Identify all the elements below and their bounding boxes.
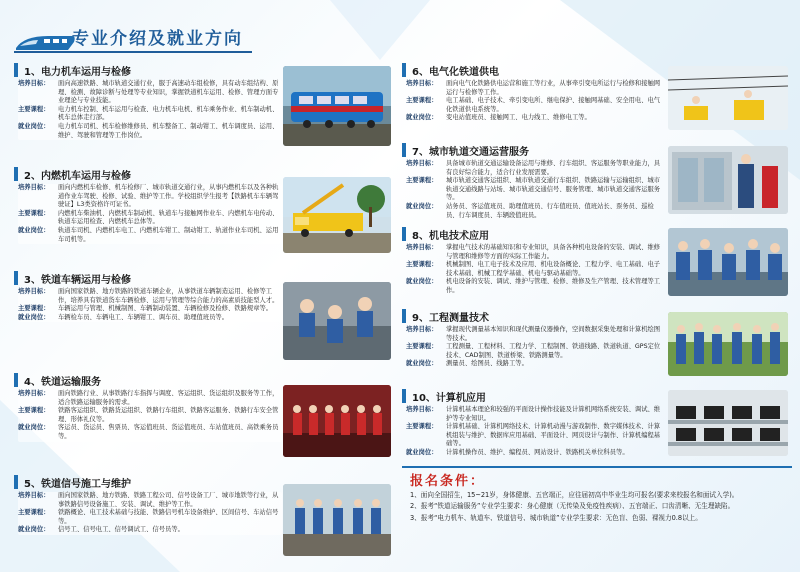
row-label: 培养目标： bbox=[406, 406, 438, 413]
train-goal-row bbox=[18, 288, 282, 305]
section-heading bbox=[14, 62, 131, 78]
row-value: 计算机基本理论和较强的平面设计操作技能及计算机网络系统安装、调试、维护等专业知识。 bbox=[446, 406, 661, 422]
row-label: 培养目标： bbox=[406, 160, 438, 167]
requirements-title: 报名条件： bbox=[410, 474, 486, 489]
train-goal-row bbox=[18, 492, 282, 509]
row-label: 主要课程： bbox=[18, 407, 50, 415]
job-row bbox=[18, 227, 282, 244]
job-row bbox=[406, 114, 664, 123]
row-label: 就业岗位： bbox=[18, 122, 50, 130]
row-label: 就业岗位： bbox=[18, 226, 50, 234]
row-label: 就业岗位： bbox=[406, 202, 438, 210]
train-goal-row bbox=[406, 160, 664, 177]
metro-train-photo bbox=[668, 146, 788, 214]
row-value: 工程测量、工程材料、工程力学、工程制图、铁道线路、铁道轨道、GPS定位技术、CAD制图、铁道桥梁、铁路测量等。 bbox=[446, 343, 661, 359]
row-label: 培养目标： bbox=[18, 492, 50, 499]
electromechanical-lab-photo bbox=[668, 228, 788, 296]
row-label: 主要课程： bbox=[406, 423, 438, 431]
section-title: 5、铁道信号施工与维护 bbox=[24, 478, 131, 490]
course-row bbox=[18, 407, 282, 424]
row-label: 就业岗位： bbox=[18, 424, 50, 432]
row-value: 电力机车司机、机车检修维修员、机车整备工、制动钳工、机车调度员、运用、维护、驾驶和管理等工作岗位。 bbox=[58, 122, 279, 139]
section-heading bbox=[402, 62, 499, 78]
rail-crane-vehicle-photo bbox=[283, 177, 391, 253]
row-label: 就业岗位： bbox=[406, 360, 438, 368]
train-goal-row bbox=[18, 390, 282, 407]
row-value: 车辆检车员、车辆电工、车辆钳工、调车员、助理值班员等。 bbox=[58, 313, 229, 321]
row-label: 培养目标： bbox=[18, 288, 50, 295]
requirement-item: 3、报考“电力机车、轨道车、铁道信号、城市轨道”专业学生要求：无色盲、色弱、裸视力0.8以上。 bbox=[410, 513, 702, 522]
section-body bbox=[406, 326, 664, 369]
row-label: 培养目标： bbox=[406, 326, 438, 333]
row-value: 客运员、货运员、售票员、客运值班员、货运值班员、车站值班员、高铁乘务员等。 bbox=[58, 424, 279, 440]
row-value: 电力机车控制、机车运用与检查、电力机车电机、机车乘务作业、机车制动机、机车总体走行部。 bbox=[58, 105, 279, 122]
row-label: 就业岗位： bbox=[406, 278, 438, 286]
row-value: 面向高速铁路、城市轨道交通行业，服于高速动车组检修，具有动车组结构、原理、检测、故障诊断与处理等专业知识，掌握铁道机车运用、检修、管理方面专业理论与专业技能。 bbox=[58, 80, 279, 105]
job-row bbox=[406, 203, 664, 220]
row-value: 车辆运用与管理、机械制图、车辆制动装置、车辆检修及检修、铁路规章等。 bbox=[58, 305, 273, 313]
page-title: 专业介绍及就业方向 bbox=[72, 29, 243, 49]
row-value: 掌握现代测量基本知识和现代测量仪器操作，空间数据采集处理和计算机绘图等技术。 bbox=[446, 326, 661, 342]
signal-workers-photo bbox=[283, 484, 391, 556]
row-label: 就业岗位： bbox=[406, 114, 438, 122]
row-value: 测量员、绘图员、线路工等。 bbox=[446, 360, 528, 368]
section-body bbox=[18, 184, 282, 244]
section-heading bbox=[402, 308, 489, 324]
course-row bbox=[18, 106, 282, 123]
row-label: 主要课程： bbox=[18, 305, 50, 313]
section-heading bbox=[14, 166, 131, 182]
train-goal-row bbox=[406, 406, 664, 423]
section-title: 10、计算机应用 bbox=[412, 392, 486, 404]
row-value: 具备城市轨道交通运输设备运用与维修、行车组织、客运服务等职业能力，具有良好综合能力，适合行业发展需要。 bbox=[446, 160, 661, 176]
section-title: 8、机电技术应用 bbox=[412, 230, 489, 242]
row-label: 主要课程： bbox=[406, 177, 438, 185]
course-row bbox=[18, 305, 282, 314]
requirement-item: 1、面向全国招生，15~21岁，身体健康、五官端正，应往届初高中毕业生均可报名(要求来校报名和面试入学)。 bbox=[410, 491, 739, 499]
job-row bbox=[406, 449, 664, 458]
section-title: 3、铁道车辆运用与检修 bbox=[24, 274, 131, 286]
requirements-block bbox=[410, 470, 790, 523]
title-underline bbox=[72, 51, 252, 53]
row-value: 面向国家铁路、地方铁路、铁路工程公司、信号设备工厂、城市地铁等行业，从事铁路信号设备施工、安装、调试、维护等工作。 bbox=[58, 492, 279, 508]
row-value: 铁路概论、电工技术基础与技能、铁路信号机车设备维护、区间信号、车站信号等。 bbox=[58, 509, 279, 525]
section-divider bbox=[402, 466, 792, 468]
row-value: 机械制图、电工电子技术及应用、机电设备概论、工程力学、电工基础、电子技术基础、机械工程学基础、机电与驱动基础等。 bbox=[446, 261, 661, 277]
surveying-team-photo bbox=[668, 312, 788, 376]
train-icon bbox=[14, 32, 76, 54]
row-value: 信号工、信号电工、信号调试工、信号员等。 bbox=[58, 526, 184, 534]
row-label: 主要课程： bbox=[406, 97, 438, 105]
course-row bbox=[406, 177, 664, 203]
row-value: 面向国家铁路、地方铁路的铁道车辆企业，从事铁道车辆制造运用、检修等工作，培养具有铁道货车车辆检修、运用与管理等综合能力的高素质技能型人才。 bbox=[58, 288, 279, 304]
section-heading bbox=[402, 388, 486, 404]
row-label: 就业岗位： bbox=[18, 313, 50, 321]
row-label: 主要课程： bbox=[18, 209, 50, 217]
section-body bbox=[18, 288, 282, 322]
row-value: 变电站值班员、接触网工、电力线工、维修电工等。 bbox=[446, 114, 591, 122]
section-title: 2、内燃机车运用与检修 bbox=[24, 170, 131, 182]
row-label: 培养目标： bbox=[406, 244, 438, 251]
train-goal-row bbox=[18, 80, 282, 106]
job-row bbox=[18, 123, 282, 140]
section-title: 6、电气化铁道供电 bbox=[412, 66, 499, 78]
row-label: 培养目标： bbox=[18, 184, 50, 191]
section-body bbox=[18, 390, 282, 442]
row-label: 主要课程： bbox=[406, 343, 438, 351]
row-value: 掌握电气技术的基础知识和专业知识，具备各种机电设备的安装、调试、维修与管理和维修等方面的实际工作能力。 bbox=[446, 244, 661, 260]
row-value: 电工基础、电子技术、牵引变电所、继电保护、接触网基础、安全用电、电气化铁道供电系统等。 bbox=[446, 97, 661, 113]
section-title: 7、城市轨道交通运营服务 bbox=[412, 146, 529, 158]
course-row bbox=[406, 97, 664, 114]
requirement-item: 2、报考“铁道运输服务”专业学生要求：身心健康（无传染及免疫性疾病）、五官端正、口齿清晰、无生理缺陷。 bbox=[410, 502, 735, 511]
job-row bbox=[18, 424, 282, 441]
page-header bbox=[14, 18, 264, 60]
vehicle-inspection-photo bbox=[283, 282, 391, 360]
section-body bbox=[18, 492, 282, 535]
job-row bbox=[406, 278, 664, 295]
row-label: 就业岗位： bbox=[18, 526, 50, 534]
row-label: 培养目标： bbox=[406, 80, 438, 87]
section-body bbox=[406, 160, 664, 220]
train-goal-row bbox=[406, 80, 664, 97]
row-label: 培养目标： bbox=[18, 80, 50, 87]
row-value: 内燃机车柴油机、内燃机车制动机、轨道车与接触网作业车、内燃机车电传动、轨道车运用检查、内燃机车总体等。 bbox=[58, 209, 279, 226]
section-heading bbox=[14, 372, 101, 388]
row-value: 面向内燃机车检修、机车检修厂、城市轨道交通行业，从事内燃机车以及各种轨道作业车驾驶、检修、试验、维护等工作。学校组织学生报考【铁路机车车辆驾驶证】L3类资格许可证书。 bbox=[58, 184, 279, 209]
section-title: 4、铁道运输服务 bbox=[24, 376, 101, 388]
section-heading bbox=[402, 142, 529, 158]
job-row bbox=[406, 360, 664, 369]
electric-locomotive-photo bbox=[283, 66, 391, 146]
row-value: 面向铁路行业、从事铁路行车指挥与调度、客运组织、货运组织及服务等工作，适合铁路运输服务的需求。 bbox=[58, 390, 279, 406]
section-title: 9、工程测量技术 bbox=[412, 312, 489, 324]
job-row bbox=[18, 526, 282, 535]
course-row bbox=[406, 261, 664, 278]
row-value: 站务员、客运值班员、助理值班员、行车值班员、值班站长、票务员、巡检员、行车调度员、车辆段值班员。 bbox=[446, 202, 654, 219]
row-value: 轨道车司机、内燃机车电工、内燃机车钳工、制动钳工、轨道作业车司机、运用车司机等。 bbox=[58, 226, 279, 243]
row-label: 就业岗位： bbox=[406, 448, 438, 456]
row-value: 机电设备的安装、调试、维护与管理、检修、维修及生产管理、技术管理等工作。 bbox=[446, 278, 661, 294]
row-label: 主要课程： bbox=[18, 105, 50, 113]
train-goal-row bbox=[406, 326, 664, 343]
section-body bbox=[406, 80, 664, 123]
job-row bbox=[18, 314, 282, 323]
section-heading bbox=[402, 226, 489, 242]
course-row bbox=[406, 343, 664, 360]
section-heading bbox=[14, 474, 131, 490]
section-body bbox=[406, 244, 664, 296]
course-row bbox=[18, 509, 282, 526]
computer-lab-photo bbox=[668, 390, 788, 456]
row-label: 培养目标： bbox=[18, 390, 50, 397]
catenary-workers-photo bbox=[668, 66, 788, 130]
row-label: 主要课程： bbox=[18, 509, 50, 517]
section-body bbox=[18, 80, 282, 140]
train-goal-row bbox=[406, 244, 664, 261]
section-heading bbox=[14, 270, 131, 286]
section-body bbox=[406, 406, 664, 458]
section-title: 1、电力机车运用与检修 bbox=[24, 66, 131, 78]
row-value: 城市轨道交通客运组织、城市轨道交通行车组织、铁路运输与运输组织、城市轨道交通线路与站场、城市轨道交通信号、服务管理、城市轨道交通客运服务等。 bbox=[446, 177, 661, 202]
row-value: 计算机操作员、维护、编程员、网站设计、铁路机关单位科员等。 bbox=[446, 448, 629, 456]
row-value: 铁路客运组织、铁路货运组织、铁路行车组织、铁路客运服务、铁路行车安全管理、形体礼仪等。 bbox=[58, 407, 279, 423]
row-value: 面向电气化铁路供电运营和施工等行业，从事牵引变电所运行与检修和接触网运行与检修等工作。 bbox=[446, 80, 661, 96]
course-row bbox=[18, 210, 282, 227]
course-row bbox=[406, 423, 664, 449]
attendant-training-photo bbox=[283, 385, 391, 457]
row-value: 计算机基础、计算机网络技术、计算机动漫与游戏制作、数字媒体技术、计算机组装与维护、数据库应用基础、平面设计、网页设计与制作、计算机编程基础等。 bbox=[446, 423, 661, 448]
train-goal-row bbox=[18, 184, 282, 210]
row-label: 主要课程： bbox=[406, 261, 438, 269]
